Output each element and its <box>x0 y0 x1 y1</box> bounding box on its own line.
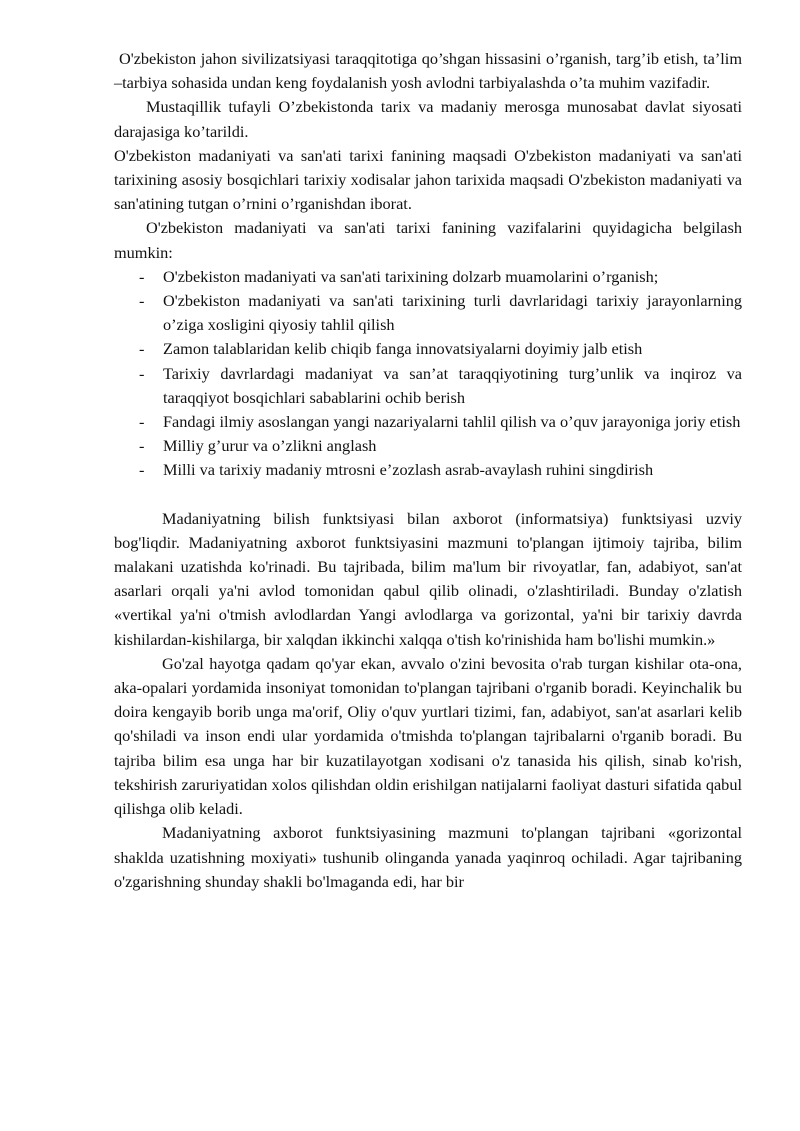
list-dash: - <box>139 291 145 311</box>
course-goal-paragraph: O'zbekiston madaniyati va san'ati tarixi fanining maqsadi O'zbekiston madaniyati va san'ati tarixining asosiy bosqichlari tarixiy xodisalar jahon tarixida maqsadi O'zbekiston madaniyati va san'atining tutgan o’rnini o’rganishdan iborat. <box>114 145 742 214</box>
list-dash: - <box>139 436 145 456</box>
list-item <box>114 289 742 337</box>
document-page <box>114 47 742 894</box>
list-item-text: Fandagi ilmiy asoslangan yangi nazariyalarni tahlil qilish va o’quv jarayoniga joriy etish <box>163 412 741 432</box>
list-item-text: Milli va tarixiy madaniy mtrosni e’zozlash asrab-avaylash ruhini singdirish <box>163 460 654 480</box>
list-dash: - <box>139 339 145 359</box>
list-item <box>114 458 742 482</box>
life-experience-paragraph: Go'zal hayotga qadam qo'yar ekan, avvalo o'zini bevosita o'rab turgan kishilar ota-ona, aka-opalari yordamida insoniyat tomonidan to'plangan tajribani o'rganib boradi. Keyinchalik bu doira kengayib borib unga ma'orif, Oliy o'quv yurtlari tizimi, fan, adabiyot, san'at asarlari kelib qo'shiladi va inson endi ular yordamida o'tmishda to'plangan tajribalarni o'rganib boradi. Bu tajriba bilim esa unga har bir kuzatilayotgan xodisani o'z tanasida his qilish, sinab ko'rish, tekshirish zaruriyatidan xolos qilishdan oldin erishilgan natijalarni faoliyat dasturi sifatida qabul qilishga olib keladi. <box>114 653 742 819</box>
list-item-text: Milliy g’urur va o’zlikni anglash <box>163 436 377 456</box>
list-dash: - <box>139 412 145 432</box>
intro-paragraph: O'zbekiston jahon sivilizatsiyasi taraqqitotiga qo’shgan hissasini o’rganish, targ’ib etish, ta’lim –tarbiya sohasida undan keng foydalanish yosh avlodni tarbiyalashda o’ta muhim vazifadir. <box>114 49 742 93</box>
list-item-text: O'zbekiston madaniyati va san'ati tarixining turli davrlaridagi tarixiy jarayonlarning o’ziga xosligini qiyosiy tahlil qilish <box>163 291 742 335</box>
list-item-text: Tarixiy davrlardagi madaniyat va san’at taraqqiyotining turg’unlik va inqiroz va taraqqiyot bosqichlari sabablarini ochib berish <box>163 363 742 407</box>
list-item <box>114 410 742 434</box>
course-tasks-list <box>114 265 742 483</box>
list-dash: - <box>139 363 145 383</box>
course-tasks-intro-paragraph: O'zbekiston madaniyati va san'ati tarixi fanining vazifalarini quyidagicha belgilash mumkin: <box>114 218 742 262</box>
horizontal-transfer-paragraph: Madaniyatning axborot funktsiyasining mazmuni to'plangan tajribani «gorizontal shaklda uzatishning moxiyati» tushunib olinganda yanada yaqinroq ochiladi. Agar tajribaning o'zgarishning shunday shakli bo'lmaganda edi, har bir <box>114 823 742 891</box>
list-dash: - <box>139 460 145 480</box>
list-item-text: Zamon talablaridan kelib chiqib fanga innovatsiyalarni doyimiy jalb etish <box>163 339 643 359</box>
paragraph-gap <box>114 483 742 507</box>
list-dash: - <box>139 266 145 286</box>
list-item <box>114 265 742 289</box>
list-item <box>114 337 742 361</box>
independence-paragraph: Mustaqillik tufayli O’zbekistonda tarix va madaniy merosga munosabat davlat siyosati darajasiga ko’tarildi. <box>114 97 742 141</box>
list-item-text: O'zbekiston madaniyati va san'ati tarixining dolzarb muamolarini o’rganish; <box>163 266 659 286</box>
list-item <box>114 434 742 458</box>
information-function-paragraph: Madaniyatning bilish funktsiyasi bilan axborot (informatsiya) funktsiyasi uzviy bog'liqdir. Madaniyatning axborot funktsiyasini mazmuni to'plangan ijtimoiy tajriba, bilim malakani uzatishda ko'rinadi. Bu tajribada, bilim ma'lum bir rivoyatlar, fan, adabiyot, san'at asarlari orqali ya'ni avlod tomonidan qabul qilib olinadi, o'zlashtiriladi. Bunday o'zlatish «vertikal ya'ni o'tmish avlodlardan Yangi avlodlarga va gorizontal, ya'ni bir tarixiy davrda kishilardan-kishilarga, bir xalqdan ikkinchi xalqqa o'tish ko'rinishida ham bo'lishi mumkin.» <box>114 508 742 649</box>
list-item <box>114 362 742 410</box>
